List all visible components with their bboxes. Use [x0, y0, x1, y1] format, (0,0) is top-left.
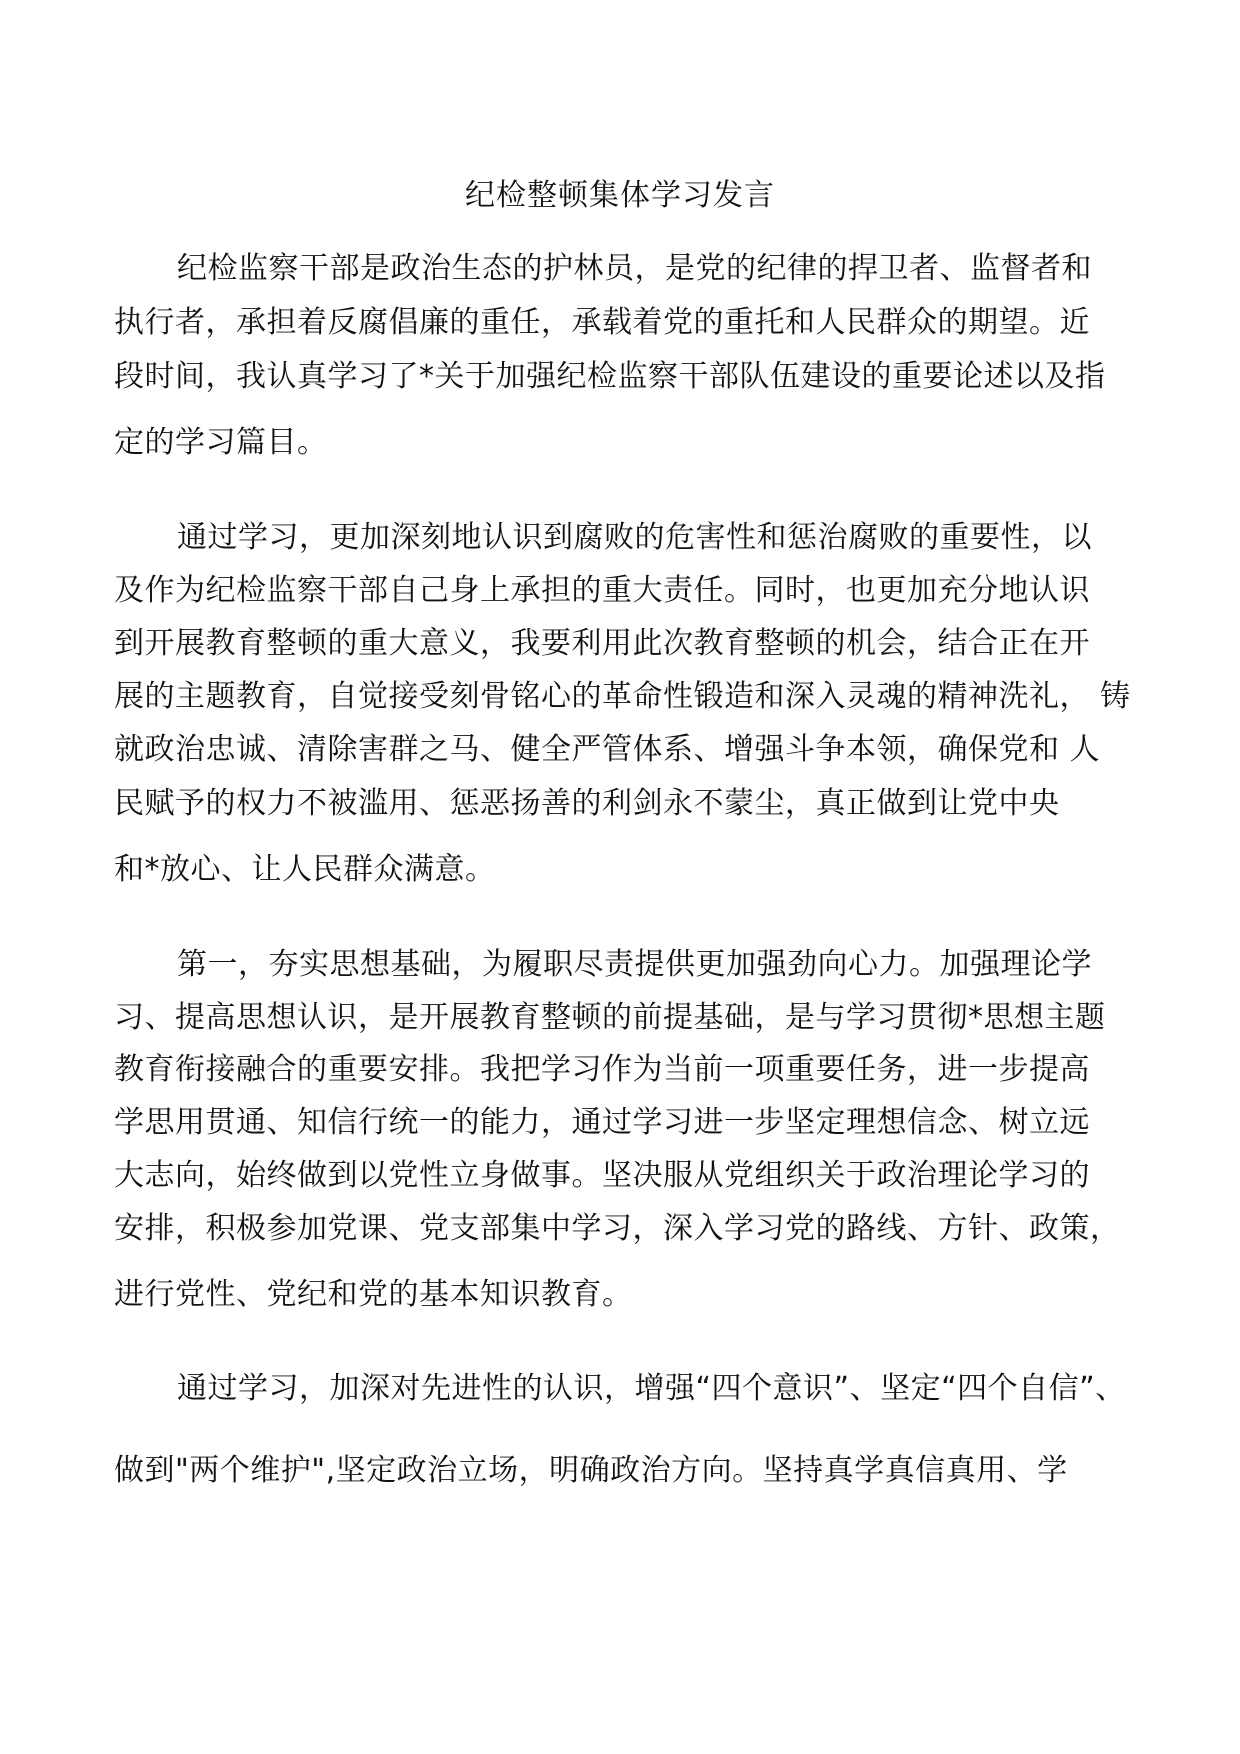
- paragraph-3-line-4: 学思用贯通、知信行统一的能力，通过学习进一步坚定理想信念、树立远: [114, 1105, 1090, 1140]
- paragraph-2-line-6: 民赋予的权力不被滥用、惩恶扬善的利剑永不蒙尘，真正做到让党中央: [114, 786, 1060, 821]
- document-title: 纪检整顿集体学习发言: [465, 178, 775, 213]
- paragraph-3-line-2: 习、提高思想认识，是开展教育整顿的前提基础，是与学习贯彻*思想主题: [114, 1000, 1106, 1035]
- paragraph-3-line-5: 大志向，始终做到以党性立身做事。坚决服从党组织关于政治理论学习的: [114, 1158, 1090, 1193]
- paragraph-3-line-1: 第一，夯实思想基础，为履职尽责提供更加强劲向心力。加强理论学: [177, 947, 1092, 982]
- paragraph-1-line-1: 纪检监察干部是政治生态的护林员，是党的纪律的捍卫者、监督者和: [177, 251, 1092, 286]
- paragraph-4-line-1: 通过学习，加深对先进性的认识，增强“四个意识”、坚定“四个自信”、: [177, 1371, 1126, 1406]
- paragraph-2-line-1: 通过学习，更加深刻地认识到腐败的危害性和惩治腐败的重要性，以: [177, 520, 1092, 555]
- paragraph-1-line-4: 定的学习篇目。: [114, 425, 328, 460]
- paragraph-3-line-3: 教育衔接融合的重要安排。我把学习作为当前一项重要任务，进一步提高: [114, 1052, 1090, 1087]
- paragraph-3-line-6: 安排，积极参加党课、党支部集中学习，深入学习党的路线、方针、政策，: [114, 1211, 1121, 1246]
- paragraph-3-line-7: 进行党性、党纪和党的基本知识教育。: [114, 1277, 633, 1312]
- paragraph-2-line-4: 展的主题教育，自觉接受刻骨铭心的革命性锻造和深入灵魂的精神洗礼， 铸: [114, 679, 1131, 714]
- paragraph-1-line-2: 执行者，承担着反腐倡廉的重任，承载着党的重托和人民群众的期望。近: [114, 305, 1090, 340]
- paragraph-2-line-5: 就政治忠诚、清除害群之马、健全严管体系、增强斗争本领，确保党和 人: [114, 732, 1101, 767]
- paragraph-1-line-3: 段时间，我认真学习了*关于加强纪检监察干部队伍建设的重要论述以及指: [114, 359, 1106, 394]
- paragraph-2-line-2: 及作为纪检监察干部自己身上承担的重大责任。同时，也更加充分地认识: [114, 573, 1090, 608]
- paragraph-4-line-2: 做到"两个维护",坚定政治立场，明确政治方向。坚持真学真信真用、学: [114, 1453, 1068, 1488]
- paragraph-2-line-3: 到开展教育整顿的重大意义，我要利用此次教育整顿的机会，结合正在开: [114, 626, 1090, 661]
- paragraph-2-line-7: 和*放心、让人民群众满意。: [114, 852, 496, 887]
